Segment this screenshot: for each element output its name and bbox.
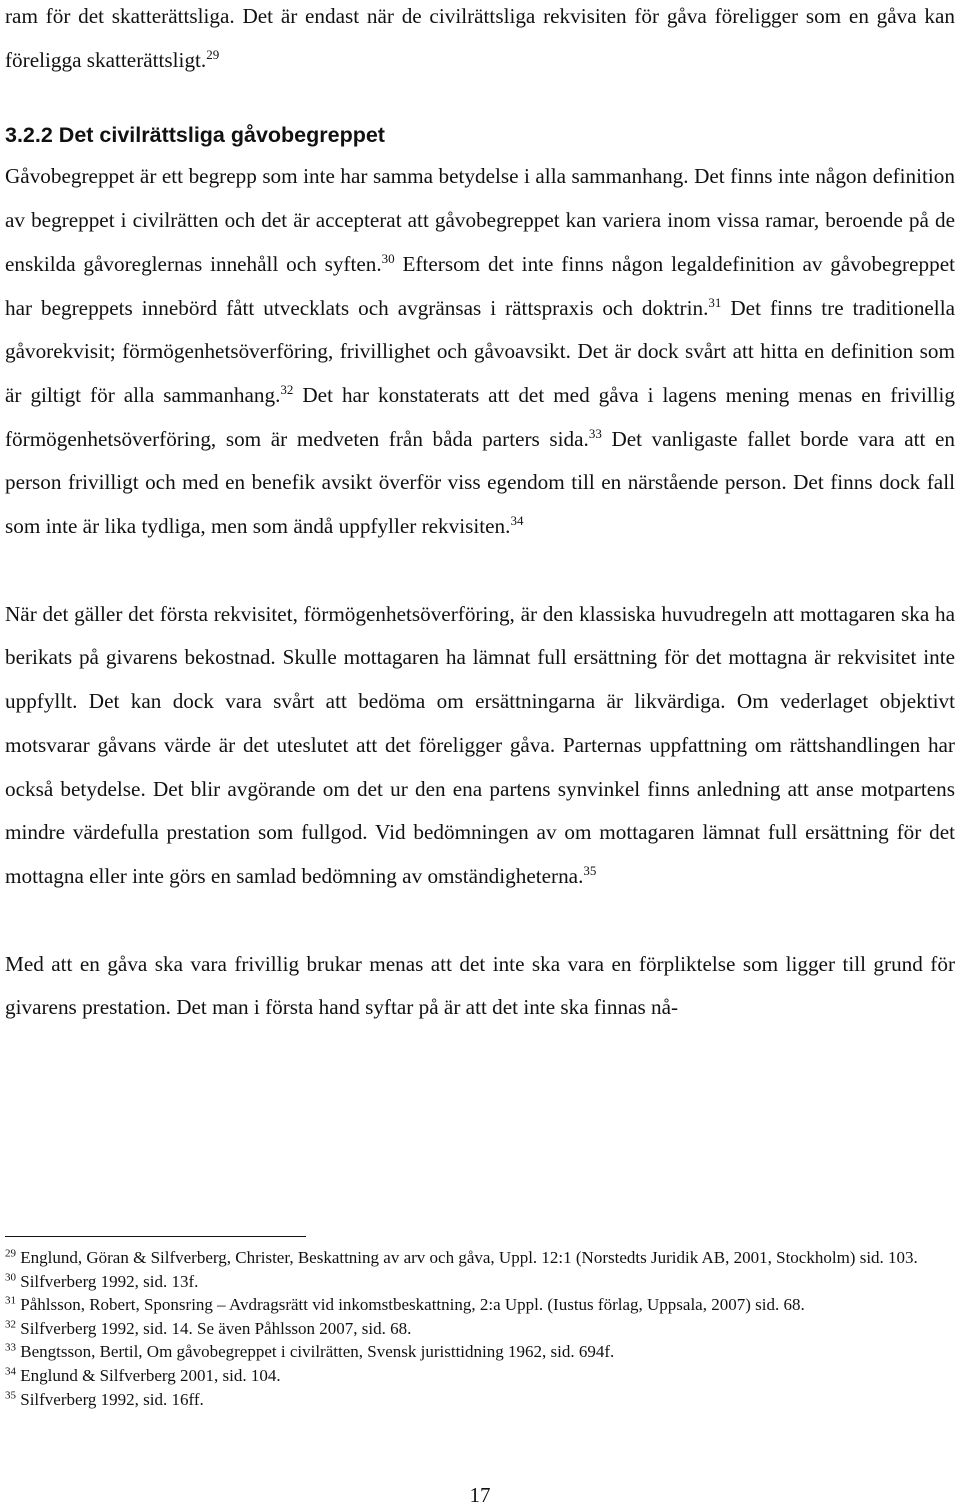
- footnote-32: [5, 1317, 955, 1341]
- footnote-number: 30: [5, 1270, 16, 1283]
- footnote-number: 32: [5, 1318, 16, 1331]
- document-page: [5, 0, 955, 1030]
- footnote-number: 33: [5, 1341, 16, 1354]
- footnote-ref-35[interactable]: 35: [583, 862, 597, 878]
- footnote-text: Bengtsson, Bertil, Om gåvobegreppet i civilrätten, Svensk juristtidning 1962, sid. 694f.: [16, 1342, 615, 1362]
- paragraph-2: [5, 593, 955, 899]
- footnote-35: [5, 1388, 955, 1412]
- paragraph-1-text-1: Gåvobegreppet är ett begrepp som inte har samma betydelse i alla sammanhang. Det finns inte någon definition av begreppet i civilrätten och det är accepterat att gåvobegreppet kan variera inom vissa ramar, beroende på de enskilda gåvoreglernas innehåll och syften.: [5, 164, 955, 276]
- footnote-ref-31[interactable]: 31: [708, 294, 722, 310]
- intro-paragraph: [5, 0, 955, 82]
- footnote-ref-33[interactable]: 33: [588, 425, 602, 441]
- footnote-34: [5, 1364, 955, 1388]
- paragraph-1-text-2: Eftersom det inte finns någon legaldefinition av gåvobegreppet har begreppets innebörd fått utvecklats och avgränsas i rättspraxis och doktrin.: [5, 251, 955, 320]
- footnote-separator: [5, 1236, 306, 1237]
- footnote-text: Påhlsson, Robert, Sponsring – Avdragsrätt vid inkomstbeskattning, 2:a Uppl. (Iustus förlag, Uppsala, 2007) sid. 68.: [16, 1295, 805, 1315]
- paragraph-3-text-1: Med att en gåva ska vara frivillig brukar menas att det inte ska vara en förpliktelse som ligger till grund för givarens prestation. Det man i första hand syftar på är att det inte ska finnas nå-: [5, 951, 955, 1020]
- section-heading: 3.2.2 Det civilrättsliga gåvobegreppet: [5, 123, 385, 148]
- footnote-ref-29[interactable]: 29: [206, 46, 220, 62]
- footnote-text: Englund & Silfverberg 2001, sid. 104.: [16, 1365, 281, 1385]
- footnote-ref-32[interactable]: 32: [280, 381, 294, 397]
- paragraph-1-text-4: Det har konstaterats att det med gåva i lagens mening menas en frivillig förmögenhetsöverföring, som är medveten från båda parters sida.: [5, 382, 955, 451]
- footnote-number: 35: [5, 1388, 16, 1401]
- footnote-ref-30[interactable]: 30: [381, 250, 395, 266]
- page-number: 17: [469, 1483, 491, 1507]
- footnote-31: [5, 1293, 955, 1317]
- footnote-text: Silfverberg 1992, sid. 16ff.: [16, 1389, 204, 1409]
- footnote-number: 31: [5, 1294, 16, 1307]
- footnote-text: Silfverberg 1992, sid. 13f.: [16, 1271, 199, 1291]
- paragraph-1: [5, 155, 955, 548]
- footnote-text: Silfverberg 1992, sid. 14. Se även Påhlsson 2007, sid. 68.: [16, 1318, 412, 1338]
- footnote-ref-34[interactable]: 34: [510, 512, 524, 528]
- footnote-number: 29: [5, 1247, 16, 1260]
- footnote-number: 34: [5, 1365, 16, 1378]
- paragraph-2-text-1: När det gäller det första rekvisitet, förmögenhetsöverföring, är den klassiska huvudregeln att mottagaren ska ha berikats på givarens bekostnad. Skulle mottagaren ha lämnat full ersättning för det mottagna är rekvisitet inte uppfyllt. Det kan dock vara svårt att bedöma om ersättningarna är likvärdiga. Om vederlaget objektivt motsvarar gåvans värde är det uteslutet att det föreligger gåva. Parternas uppfattning om rättshandlingen har också betydelse. Det blir avgörande om det ur den ena partens synvinkel finns anledning att anse motpartens mindre värdefulla prestation som fullgod. Vid bedömningen av om mottagaren lämnat full ersättning för det mottagna eller inte görs en samlad bedömning av omständigheterna.: [5, 601, 955, 888]
- paragraph-1-text-3: Det finns tre traditionella gåvorekvisit; förmögenhetsöverföring, frivillighet och gåvoavsikt. Det är dock svårt att hitta en definition som är giltigt för alla sammanhang.: [5, 295, 955, 407]
- footnote-29: [5, 1246, 955, 1270]
- footnote-text: Englund, Göran & Silfverberg, Christer, Beskattning av arv och gåva, Uppl. 12:1 (Norstedts Juridik AB, 2001, Stockholm) sid. 103.: [16, 1248, 918, 1267]
- paragraph-3: [5, 943, 955, 1030]
- footnote-30: [5, 1270, 955, 1294]
- intro-text: ram för det skatterättsliga. Det är endast när de civilrättsliga rekvisiten för gåva föreligger som en gåva kan föreligga skatterättsligt.: [5, 4, 955, 72]
- paragraph-1-text-5: Det vanligaste fallet borde vara att en person frivilligt och med en benefik avsikt överför viss egendom till en närstående person. Det finns dock fall som inte är lika tydliga, men som ändå uppfyller rekvisiten.: [5, 426, 955, 539]
- footnotes: [5, 1246, 955, 1411]
- footnote-33: [5, 1340, 955, 1364]
